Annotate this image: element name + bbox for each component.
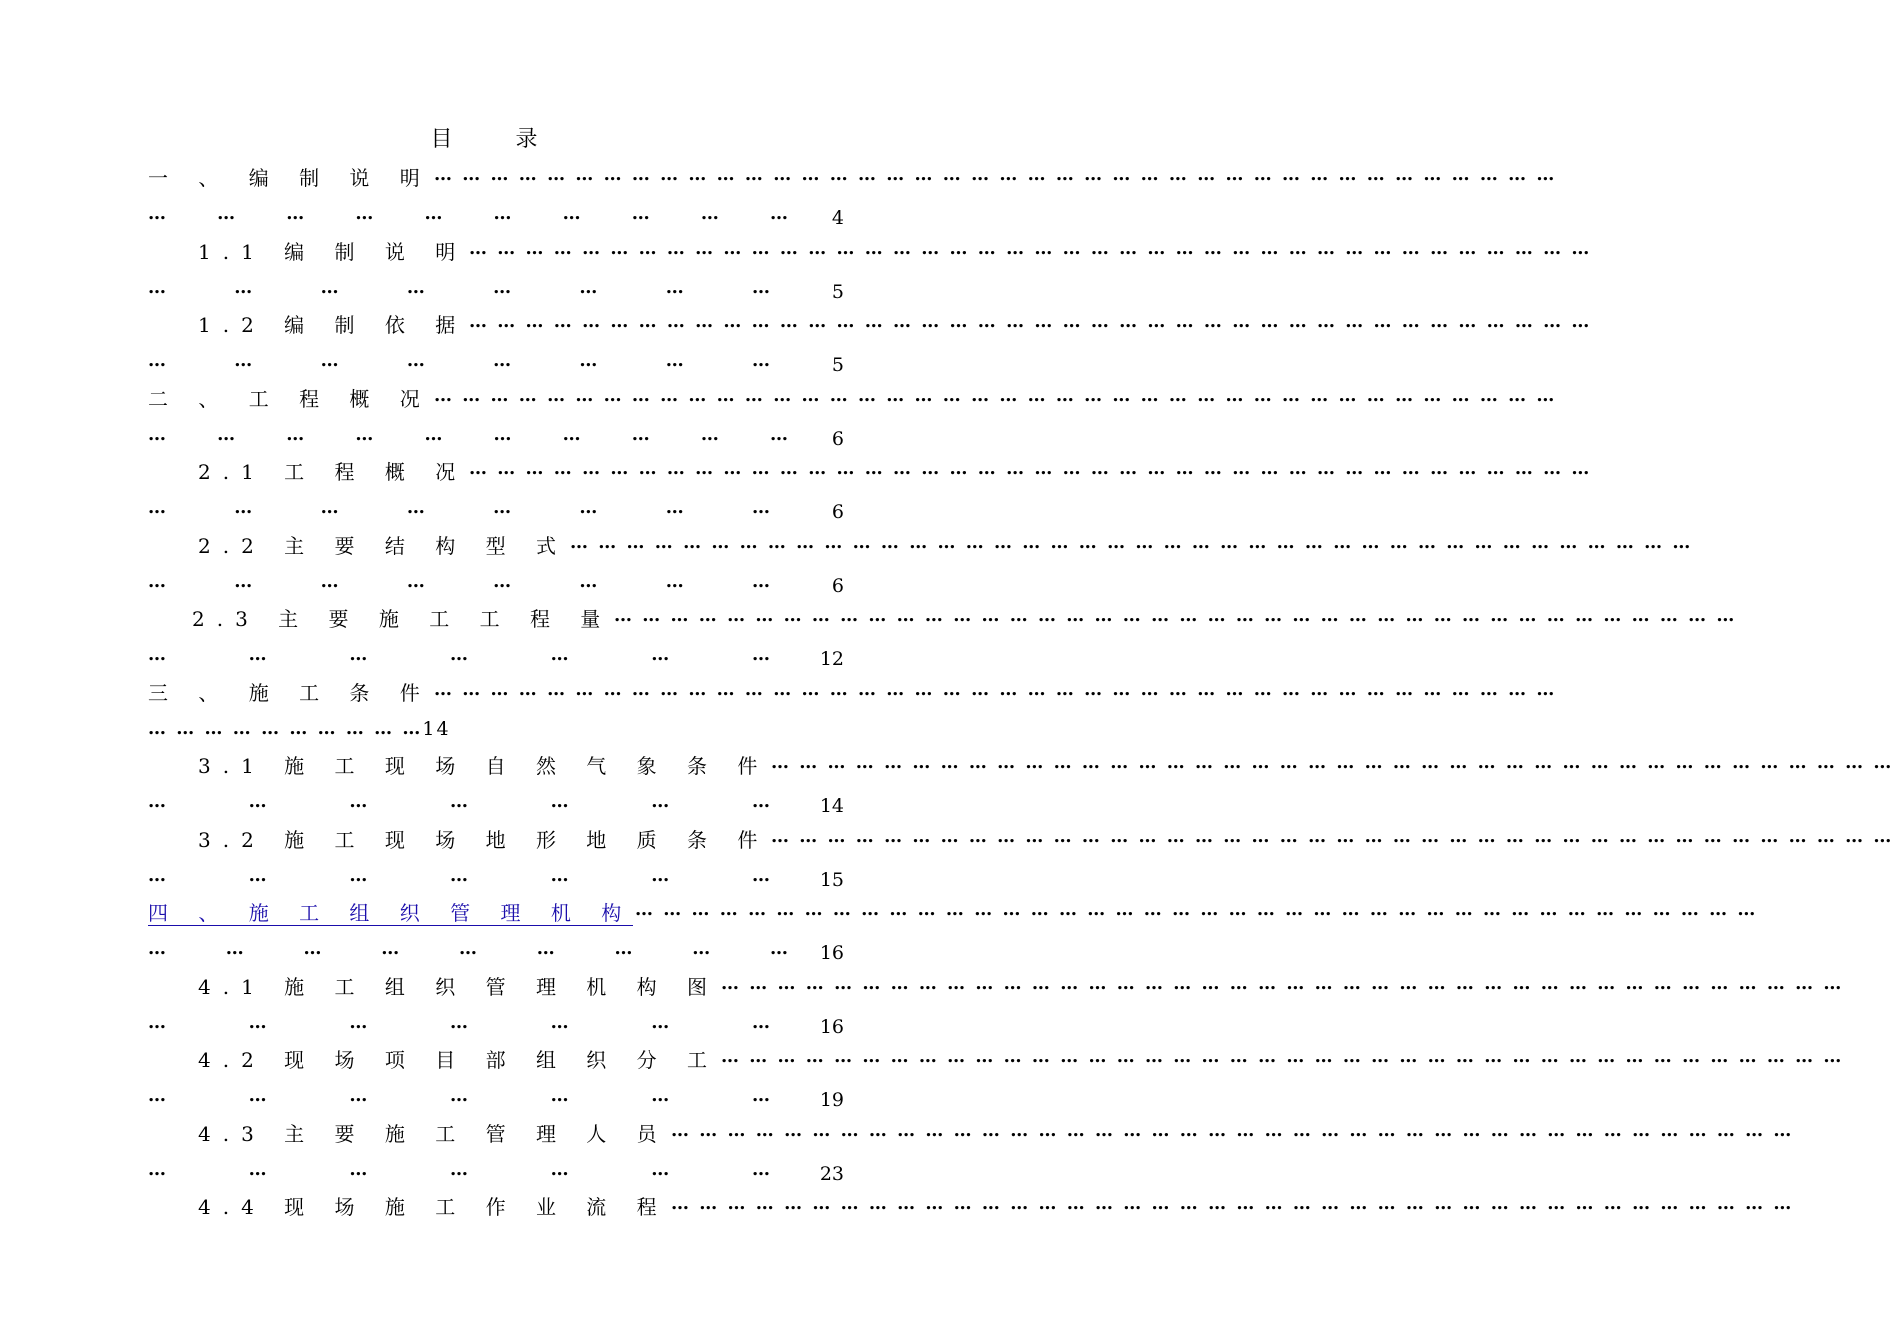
toc-leader-row: … … … … … … … xyxy=(148,1159,770,1180)
toc-leader-dots: … … … … … … … … … … … … … … … … … … … … … … … … … … … … … … … … … … … … … … … … xyxy=(635,899,1758,920)
toc-page-number: 16 xyxy=(819,1016,844,1038)
toc-leader-dots: … … … … … … … … … … … … … … … … … … … … … … … … … … … … … … … … … … … … … … … … xyxy=(721,973,1844,994)
toc-entry-label: 4.3 主 要 施 工 管 理 人 员 xyxy=(198,1122,669,1146)
toc-page-number: 14 xyxy=(819,795,844,817)
toc-page-number: 5 xyxy=(831,354,844,376)
toc-leader-dots: … … … … … … … … … … … … … … … … … … … … … … … … … … … … … … … … … … … … … … … … xyxy=(434,164,1557,185)
toc-leader-row: … … … … … … … xyxy=(148,865,770,886)
toc-leader-row: … … … … … … … xyxy=(148,1085,770,1106)
toc-entry-label: 4.4 现 场 施 工 作 业 流 程 xyxy=(198,1195,669,1219)
toc-entry[interactable] xyxy=(0,1042,1844,1116)
toc-entry-label: 3.2 施 工 现 场 地 形 地 质 条 件 xyxy=(198,828,770,852)
toc-entry[interactable] xyxy=(0,1116,1794,1190)
toc-entry[interactable] xyxy=(0,895,1758,969)
toc-page-number: 23 xyxy=(819,1163,844,1185)
toc-leader-row: … … … … … … … … xyxy=(148,571,770,592)
toc-entry-label: 二 、 工 程 概 况 xyxy=(148,387,432,411)
toc-entry[interactable] xyxy=(0,381,1557,455)
toc-entry-line xyxy=(148,895,633,931)
toc-entry-label: 2.1 工 程 概 况 xyxy=(198,460,468,484)
toc-entry[interactable] xyxy=(0,528,1693,602)
toc-page-number: 4 xyxy=(831,207,844,229)
toc-entry-line xyxy=(198,822,769,858)
toc-entry-label: 一 、 编 制 说 明 xyxy=(148,166,432,190)
toc-leader-dots: … … … … … … … … … … … … … … … … … … … … … … … … … … … … … … … … … … … … … … … … xyxy=(771,826,1893,847)
toc-entry-label: 4.2 现 场 项 目 部 组 织 分 工 xyxy=(198,1048,720,1072)
toc-leader-dots: … … … … … … … … … … … … … … … … … … … … … … … … … … … … … … … … … … … … … … … … xyxy=(671,1193,1794,1214)
toc-leader-row: … … … … … … … … xyxy=(148,277,770,298)
toc-entry-line xyxy=(198,528,568,564)
toc-leader-dots: … … … … … … … … … … … … … … … … … … … … … … … … … … … … … … … … … … … … … … … … xyxy=(570,532,1693,553)
toc-page-number: 12 xyxy=(819,648,844,670)
toc-entry-line xyxy=(192,601,612,637)
toc-page-number: 16 xyxy=(819,942,844,964)
toc-entry-label[interactable]: 四 、 施 工 组 织 管 理 机 构 xyxy=(148,901,634,925)
toc-entry-line xyxy=(148,675,432,711)
toc-entry[interactable] xyxy=(0,454,1592,528)
toc-page-number: 6 xyxy=(831,501,844,523)
toc-page-number: 15 xyxy=(819,869,844,891)
toc-leader-dots: … … … … … … … … … … … … … … … … … … … … … … … … … … … … … … … … … … … … … … … … xyxy=(671,1120,1794,1141)
toc-leader-dots: … … … … … … … … … … … … … … … … … … … … … … … … … … … … … … … … … … … … … … … … xyxy=(469,458,1592,479)
toc-entry-line xyxy=(198,1042,719,1078)
toc-entry-line xyxy=(198,307,467,343)
toc-entry-line xyxy=(198,969,719,1005)
toc-leader-row: … … … … … … … xyxy=(148,1012,770,1033)
toc-entry-line xyxy=(198,748,769,784)
toc-page-number: 6 xyxy=(831,428,844,450)
toc-page-number: 5 xyxy=(831,281,844,303)
toc-leader-dots: … … … … … … … … … … … … … … … … … … … … … … … … … … … … … … … … … … … … … … … … xyxy=(434,385,1557,406)
toc-leader-dots: … … … … … … … … … … … … … … … … … … … … … … … … … … … … … … … … … … … … … … … … xyxy=(771,752,1893,773)
toc-entry-label: 1.1 编 制 说 明 xyxy=(198,240,468,264)
toc-entry-line xyxy=(148,160,432,196)
toc-leader-row: … … … … … … … … … … xyxy=(148,203,788,224)
toc-leader-dots: … … … … … … … … … … … … … … … … … … … … … … … … … … … … … … … … … … … … … … … … xyxy=(721,1046,1844,1067)
toc-entry-label: 三 、 施 工 条 件 xyxy=(148,681,432,705)
toc-leader-row: … … … … … … … … … … 14 xyxy=(148,711,488,747)
toc-page-number: 14 xyxy=(422,718,451,740)
toc-entry-label: 4.1 施 工 组 织 管 理 机 构 图 xyxy=(198,975,720,999)
toc-page-number: 19 xyxy=(819,1089,844,1111)
toc-entry-label: 2.3 主 要 施 工 工 程 量 xyxy=(192,607,613,631)
toc-leader-row: … … … … … … … … xyxy=(148,350,770,371)
toc-entry[interactable] xyxy=(0,748,1893,822)
toc-entry-line xyxy=(198,1116,669,1152)
toc-entry[interactable] xyxy=(0,307,1592,381)
toc-entry[interactable] xyxy=(0,234,1592,308)
toc-entry-line xyxy=(198,1189,669,1225)
toc-leader-row: … … … … … … … xyxy=(148,644,770,665)
toc-leader-dots: … … … … … … … … … … … … … … … … … … … … … … … … … … … … … … … … … … … … … … … … xyxy=(469,311,1592,332)
toc-entry[interactable] xyxy=(0,601,1737,675)
toc-entry[interactable] xyxy=(0,1189,1794,1263)
toc-entry[interactable] xyxy=(0,969,1844,1043)
toc-entry-line xyxy=(198,234,467,270)
toc-entry-label: 1.2 编 制 依 据 xyxy=(198,313,468,337)
toc-leader-row: … … … … … … … … xyxy=(148,497,770,518)
toc-leader-dots: … … … … … … … … … … … … … … … … … … … … … … … … … … … … … … … … … … … … … … … … xyxy=(434,679,1557,700)
toc-page-number: 6 xyxy=(831,575,844,597)
toc-entry[interactable] xyxy=(0,160,1557,234)
toc-entry-label: 2.2 主 要 结 构 型 式 xyxy=(198,534,568,558)
toc-leader-row: … … … … … … … … … … xyxy=(148,424,788,445)
toc-leader-row: … … … … … … … xyxy=(148,791,770,812)
toc-leader-row: … … … … … … … … … xyxy=(148,938,788,959)
toc-leader-dots: … … … … … … … … … … … … … … … … … … … … … … … … … … … … … … … … … … … … … … … … xyxy=(614,605,1737,626)
toc-entry[interactable] xyxy=(0,822,1893,896)
toc-entry-label: 3.1 施 工 现 场 自 然 气 象 条 件 xyxy=(198,754,770,778)
toc-entry-line xyxy=(148,381,432,417)
toc-entry[interactable] xyxy=(0,675,1557,749)
toc-leader-dots: … … … … … … … … … … … … … … … … … … … … … … … … … … … … … … … … … … … … … … … … xyxy=(469,238,1592,259)
toc-title: 目 录 xyxy=(430,127,566,152)
toc-entry-line xyxy=(198,454,467,490)
